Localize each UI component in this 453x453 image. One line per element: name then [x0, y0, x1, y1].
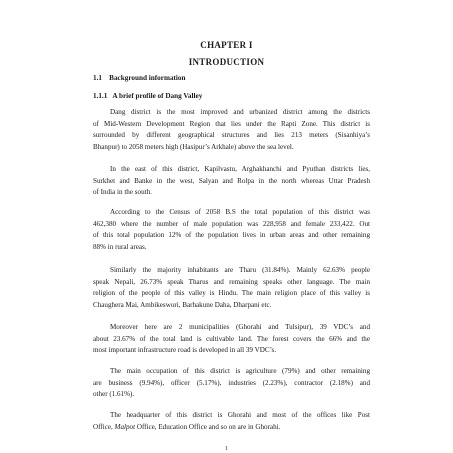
paragraph-line: of Mid-Western Development Region that lies under the Rapti Zone. This district is — [93, 119, 370, 128]
chapter-label: CHAPTER I — [200, 40, 253, 50]
section-title: Background information — [109, 74, 186, 82]
paragraph-line: about 23.67% of the total land is cultivable land. The forest covers the 66% and the — [93, 334, 370, 343]
subsection-heading — [93, 92, 202, 100]
subsection-number: 1.1.1 — [93, 92, 108, 100]
paragraph-line: surrounded by different geographical structures and lies 213 meters (Sisanhiya’s — [93, 131, 370, 140]
paragraph-line: 88% in rural areas. — [93, 242, 147, 251]
paragraph-line: Moreover here are 2 municipalities (Ghorahi and Tulsipur), 39 VDC’s and — [110, 323, 370, 331]
paragraph-line: According to the Census of 2058 B.S the total population of this district was — [110, 208, 370, 216]
page-number: 1 — [225, 446, 228, 452]
paragraph-line: of India in the south. — [93, 188, 152, 197]
paragraph-line: Similarly the majority inhabitants are Tharu (31.84%). Mainly 62.63% people — [110, 266, 370, 274]
paragraph-line: speak Nepali, 26.73% speak Tharus and remaining speaks other language. The main — [93, 277, 370, 286]
paragraph — [93, 207, 370, 253]
paragraph — [93, 265, 370, 311]
paragraph-line: are business (9.94%), officer (5.17%), industries (2.23%), contractor (2.18%) and — [93, 378, 370, 387]
paragraph-line: Dang district is the most improved and urbanized district among the districts — [110, 108, 370, 116]
section-number: 1.1 — [93, 74, 102, 82]
subsection-title: A brief profile of Dang Valley — [112, 92, 203, 100]
paragraph — [93, 164, 370, 199]
paragraph — [93, 410, 370, 433]
paragraph-line: 462,380 where the number of male population was 228,958 and female 233,422. Out — [93, 219, 370, 228]
paragraph-line: Chaughera Mai, Ambikeswori, Barhakune Daha, Dharpani etc. — [93, 300, 272, 309]
paragraph-line: Surkhet and Banke in the west, Salyan and Rolpa in the north whereas Uttar Pradesh — [93, 176, 370, 185]
paragraph-line: The main occupation of this district is agriculture (79%) and other remaining — [110, 367, 370, 375]
paragraph — [93, 107, 370, 153]
paragraph-line: In the east of this district, Kapilvastu, Arghakhanchi and Pyuthan districts lies, — [110, 165, 370, 173]
paragraph-line: The headquarter of this district is Ghorahi and most of the offices like Post — [110, 411, 370, 419]
chapter-title: INTRODUCTION — [188, 57, 265, 67]
italic-term: Malpot — [114, 422, 136, 431]
paragraph — [93, 322, 370, 357]
paragraph-line: of this total population 12% of the population lives in urban areas and other remaining — [93, 231, 370, 240]
paragraph-line: other (1.61%). — [93, 390, 135, 399]
paragraph-line: religion of the people of this valley is Hindu. The main religion place of this valley is — [93, 289, 370, 298]
paragraph — [93, 366, 370, 401]
paragraph-line: Bhanpur) to 2058 meters high (Hasipur’s Arkhale) above the sea level. — [93, 142, 294, 151]
text-run: Office, — [93, 422, 115, 431]
paragraph-line — [93, 422, 370, 434]
section-heading — [93, 74, 186, 82]
paragraph-line: most important infrastructure road is developed in all 39 VDC’s. — [93, 346, 277, 355]
text-run: Office, Education Office and so on are in Ghorahi. — [135, 422, 281, 431]
